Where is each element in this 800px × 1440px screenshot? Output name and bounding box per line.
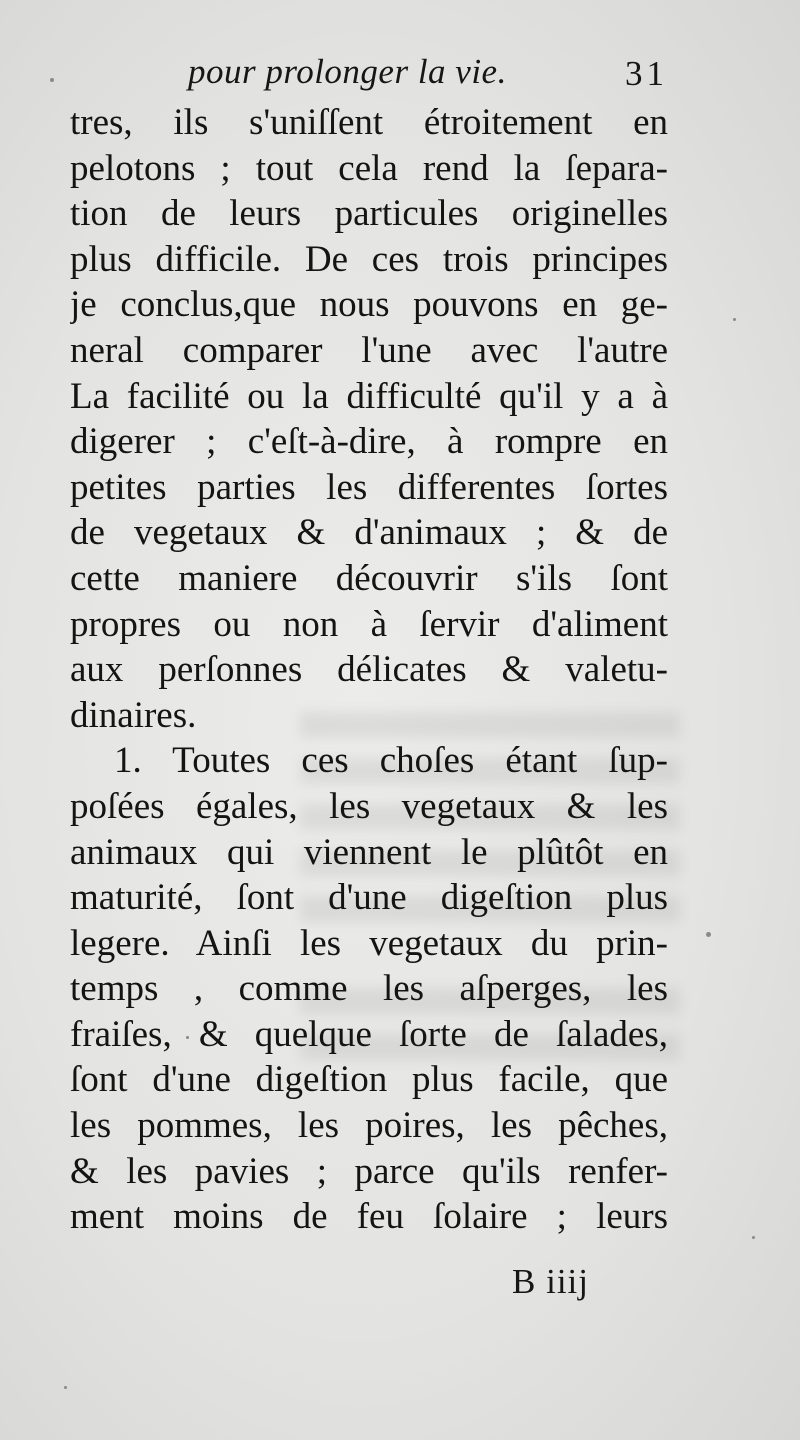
text-line: ment moins de feu ſolaire ; leurs: [70, 1196, 668, 1238]
text-line: cette maniere découvrir s'ils ſont: [70, 557, 668, 599]
text-line: je conclus,que nous pouvons en ge-: [70, 284, 668, 326]
text-line: dinaires.: [70, 694, 197, 736]
text-line: digerer ; c'eſt-à-dire, à rompre en: [70, 421, 668, 463]
text-line: poſées égales, les vegetaux & les: [70, 785, 668, 827]
text-line: tres, ils s'uniſſent étroitement en: [70, 102, 668, 143]
text-line: legere. Ainſi les vegetaux du prin-: [70, 922, 668, 964]
text-line: les pommes, les poires, les pêches,: [70, 1105, 668, 1147]
text-line: maturité, ſont d'une digeſtion plus: [70, 877, 668, 919]
text-line: & les pavies ; parce qu'ils renfer-: [70, 1150, 668, 1192]
text-line: 1. Toutes ces choſes étant ſup-: [114, 740, 668, 782]
text-line: petites parties les differentes ſortes: [70, 466, 668, 508]
running-title: pour prolonger la vie.: [188, 52, 507, 91]
body-text: [70, 100, 668, 1240]
signature-mark: B iiij: [512, 1262, 589, 1301]
text-line: ſont d'une digeſtion plus facile, que: [70, 1059, 668, 1101]
text-line: aux perſonnes délicates & valetu-: [70, 649, 668, 691]
text-line: fraiſes, & quelque ſorte de ſalades,: [70, 1013, 668, 1055]
text-line: La facilité ou la difficulté qu'il y a à: [70, 375, 668, 417]
text-line: temps , comme les aſperges, les: [70, 968, 668, 1010]
text-line: propres ou non à ſervir d'aliment: [70, 603, 668, 645]
text-line: tion de leurs particules originelles: [70, 193, 668, 235]
text-line: neral comparer l'une avec l'autre: [70, 329, 668, 371]
text-line: animaux qui viennent le plûtôt en: [70, 831, 668, 873]
page-number: 31: [625, 54, 668, 93]
text-line: plus difficile. De ces trois principes: [70, 238, 668, 280]
text-line: de vegetaux & d'animaux ; & de: [70, 512, 668, 554]
text-line: pelotons ; tout cela rend la ſepara-: [70, 147, 668, 189]
page-header: [60, 48, 672, 108]
